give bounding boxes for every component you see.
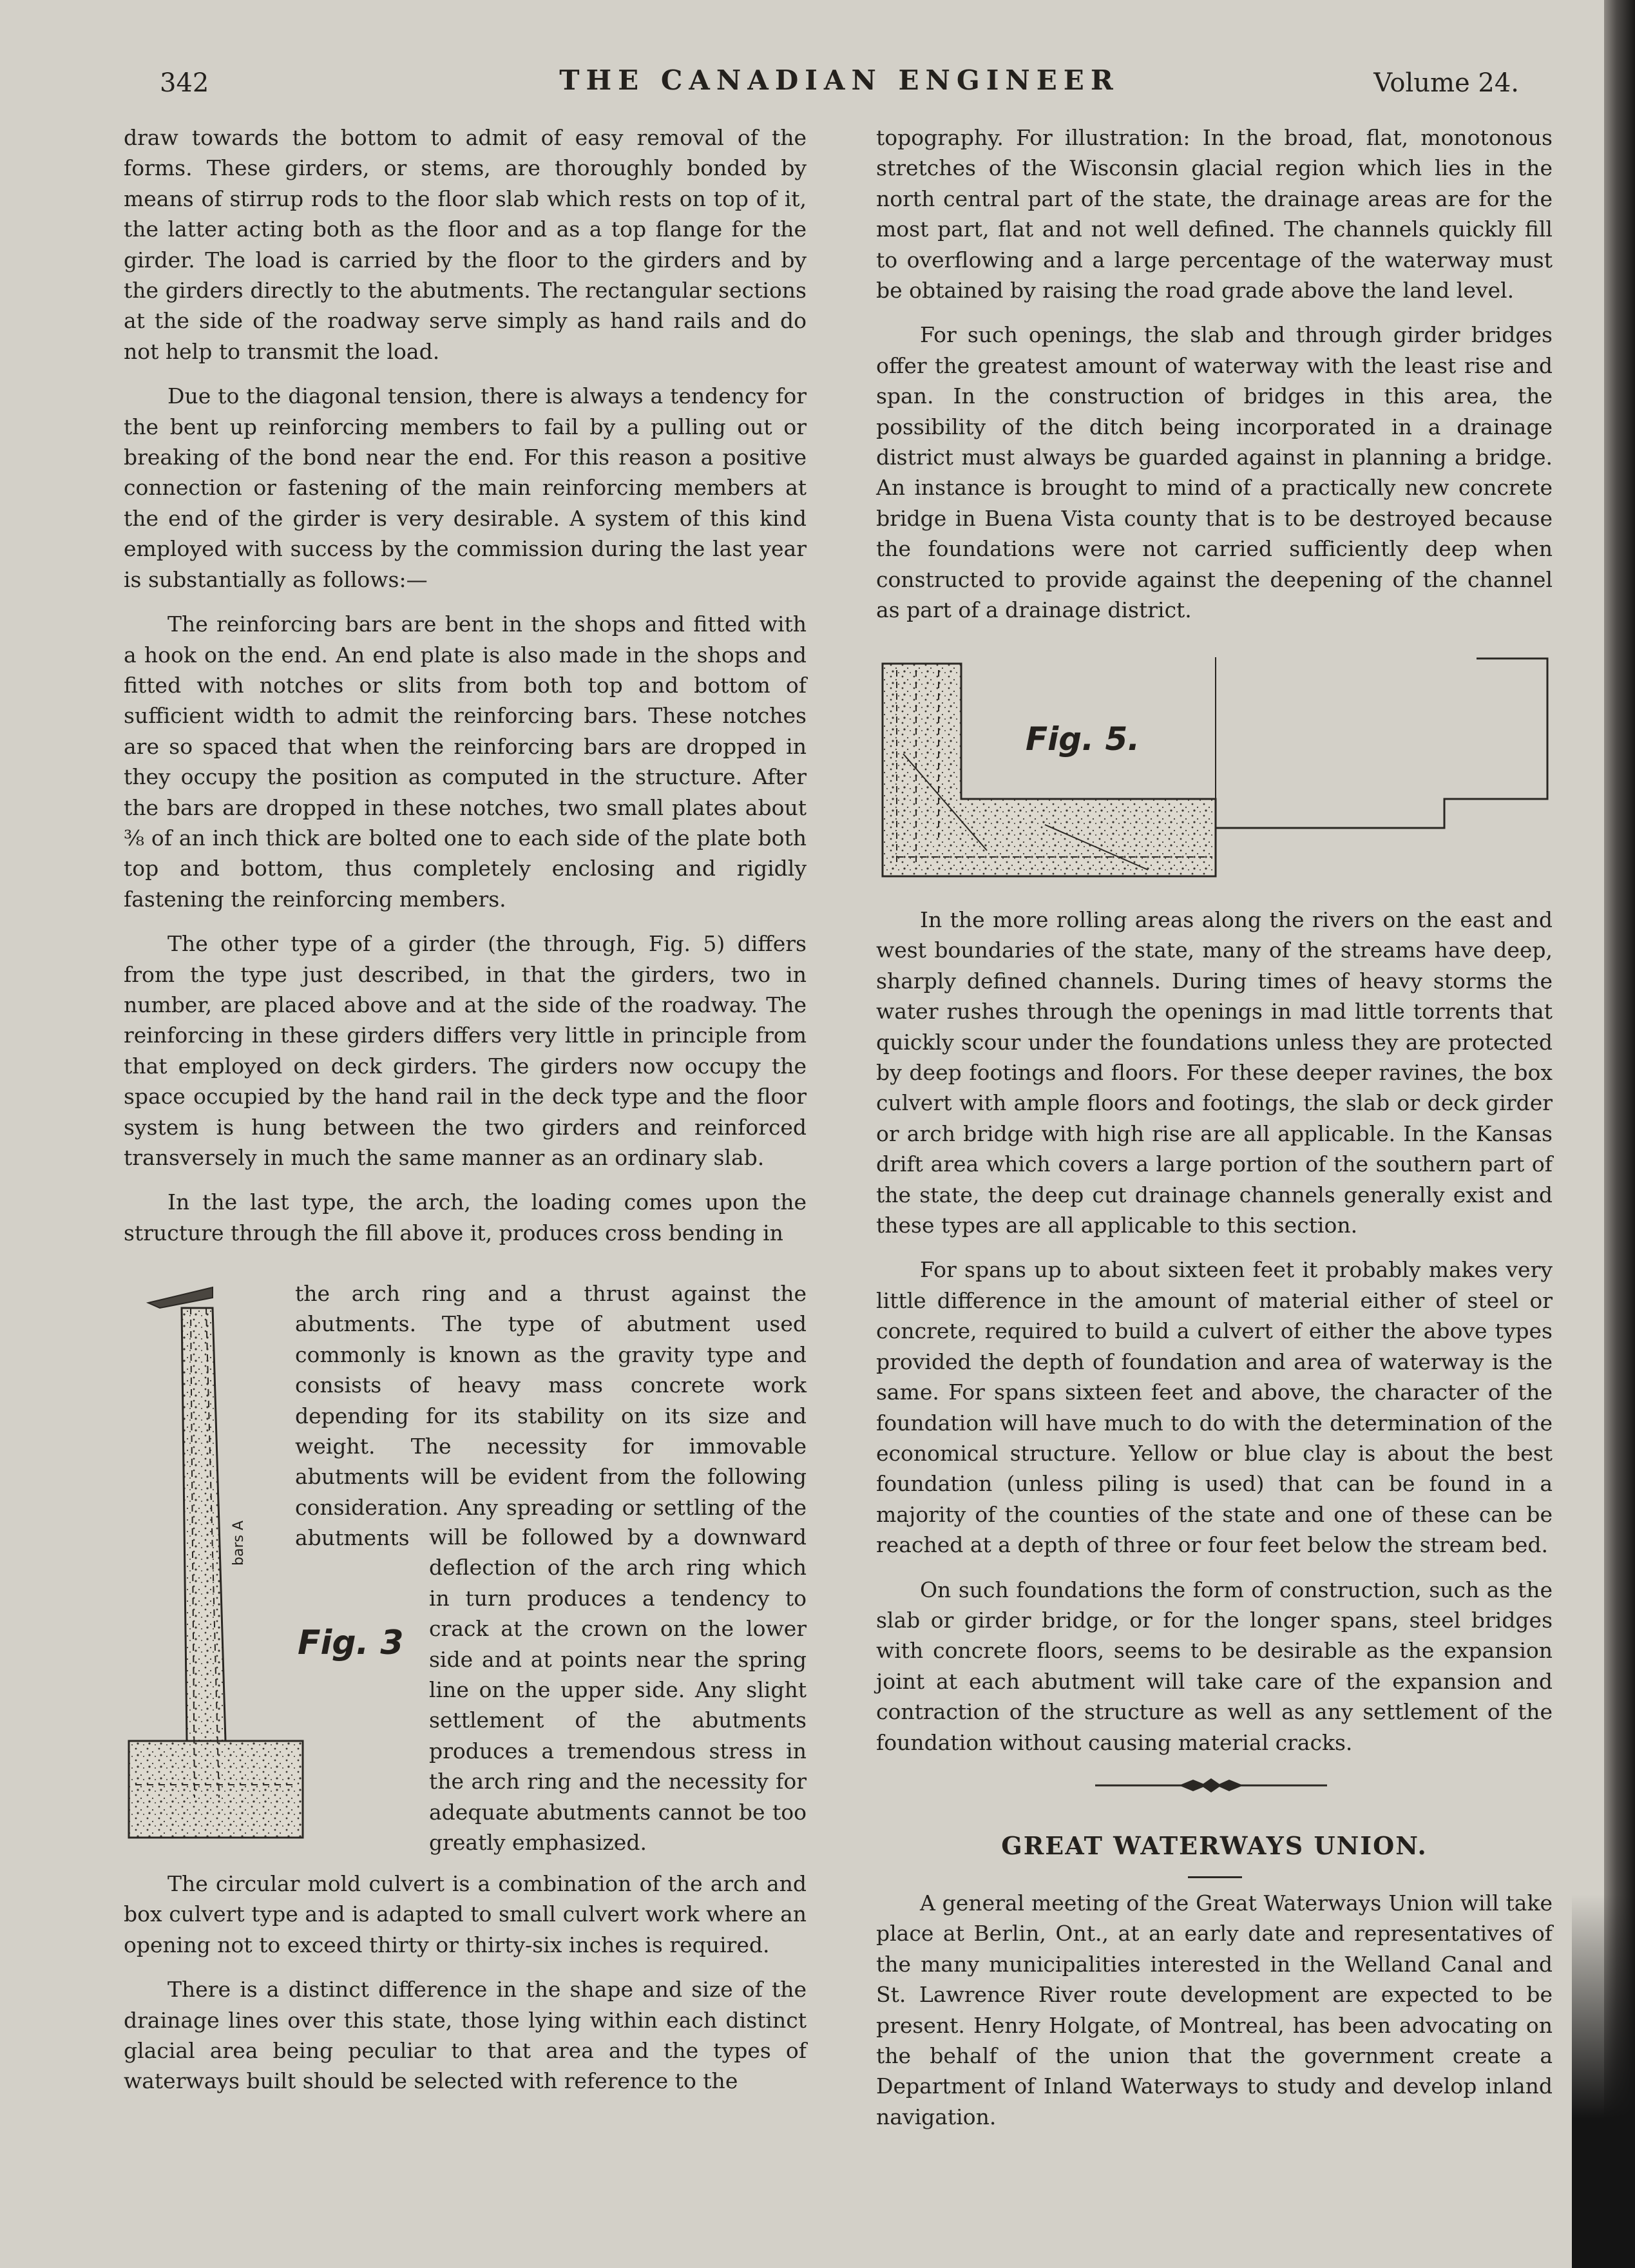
section-divider-ornament	[1095, 1776, 1327, 1795]
paragraph: In the last type, the arch, the loading comes upon the structure through the fill above it, produces cross bending in	[124, 1189, 807, 1245]
great-waterways-section	[876, 1888, 1553, 2146]
paragraph: topography. For illustration: In the broad, flat, monotonous stretches of the Wisconsin glacial region which lies in the north central part of the state, the drainage areas are for the most part, flat and not well defined. The channels quickly fill to overflowing and a large percentage of the waterway must be obtained by raising the road grade above the land level.	[876, 125, 1553, 303]
fig5-label: Fig. 5.	[1026, 720, 1140, 758]
paragraph: The reinforcing bars are bent in the shops and fitted with a hook on the end. An end plate is also made in the shops and fitted with notches or slits from both top and bottom of sufficient width to admit the reinforcing bars. These notches are so spaced that when the reinforcing bars are dropped in they occupy the position as computed in the structure. After the bars are dropped in these notches, two small plates about ⅜ of an inch thick are bolted one to each side of the plate both top and bottom, thus completely enclosing and rigidly fastening the reinforcing members.	[124, 611, 807, 912]
paragraph: There is a distinct difference in the shape and size of the drainage lines over this state, those lying within each distinct glacial area being peculiar to that area and the types of waterways built should be selected with reference to the	[124, 1977, 807, 2094]
right-column-after-figure	[876, 905, 1553, 1772]
volume-label: Volume 24.	[1373, 68, 1519, 98]
figure-3-abutment	[122, 1282, 404, 1849]
paragraph: A general meeting of the Great Waterways Union will take place at Berlin, Ont., at an early date and representatives of the many municipalities interested in the Welland Canal and St. Lawrence River route development are expected to be present. Henry Holgate, of Montreal, has been advocating on the behalf of the union that the government create a Department of Inland Waterways to study and develop inland navigation.	[876, 1890, 1553, 2129]
section-title: GREAT WATERWAYS UNION.	[1001, 1831, 1428, 1860]
page-shadow	[1572, 1894, 1635, 2268]
right-column	[876, 122, 1553, 640]
page-number: 342	[160, 68, 209, 98]
fig3-annotation-bars-a: bars A	[231, 1521, 247, 1566]
left-column-after-figure	[124, 1869, 807, 2111]
page-header	[160, 64, 1519, 103]
fig5-drawing	[877, 651, 1554, 883]
paragraph: Due to the diagonal tension, there is always a tendency for the bent up reinforcing members to fail by a pulling out or breaking of the bond near the end. For this reason a positive connection or fastening of the main reinforcing members at the end of the girder is very desirable. A system of this kind employed with success by the commission during the last year is substantially as follows:—	[124, 383, 807, 592]
left-column	[124, 122, 807, 1248]
paragraph: For such openings, the slab and through girder bridges offer the greatest amount of waterway with the least rise and span. In the construction of bridges in this area, the possibility of the ditch being incorporated in a drainage district must always be guarded against in planning a bridge. An instance is brought to mind of a practically new concrete bridge in Buena Vista county that is to be destroyed because the foundations were not carried sufficiently deep when constructed to provide against the deepening of the channel as part of a drainage district.	[876, 322, 1553, 623]
fig3-label: Fig. 3	[298, 1624, 404, 1662]
title-rule	[1188, 1876, 1242, 1878]
paragraph: The other type of a girder (the through, Fig. 5) differs from the type just described, in that the girders, two in number, are placed above and at the side of the roadway. The reinforcing in these girders differs very little in principle from that employed on deck girders. The girders now occupy the space occupied by the hand rail in the deck type and the floor system is hung between the two girders and reinforced transversely in much the same manner as an ordinary slab.	[124, 931, 807, 1170]
figure-5-through-girder	[877, 651, 1554, 883]
journal-title: THE CANADIAN ENGINEER	[559, 64, 1120, 96]
paragraph: On such foundations the form of construction, such as the slab or girder bridge, or for the longer spans, steel bridges with concrete floors, seems to be desirable as the expansion joint at each abutment will take care of the expansion and contraction of the structure as well as any settlement of the foundation without causing material cracks.	[876, 1577, 1553, 1755]
fig3-wrap-text-bottom: will be followed by a downward deflection of the arch ring which in turn produces a tendency to crack at the crown on the lower side and at points near the spring line on the upper side. Any slight settlement of the abutments produces a tremendous stress in the arch ring and the necessity for adequate abutments cannot be too greatly emphasized.	[429, 1524, 807, 1856]
paragraph: draw towards the bottom to admit of easy removal of the forms. These girders, or stems, are thoroughly bonded by means of stirrup rods to the floor slab which rests on top of it, the latter acting both as the floor and as a top flange for the girder. The load is carried by the floor to the girders and by the girders directly to the abutments. The rectangular sections at the side of the roadway serve simply as hand rails and do not help to transmit the load.	[124, 125, 807, 364]
fig3-wrap-text-top: the arch ring and a thrust against the abutments. The type of abutment used commonly is known as the gravity type and consists of heavy mass concrete work depending for its stability on its size and weight. The necessity for immovable abutments will be evident from the following consideration. Any spreading or settling of the abutments	[295, 1281, 807, 1551]
paragraph: The circular mold culvert is a combination of the arch and box culvert type and is adapted to small culvert work where an opening not to exceed thirty or thirty-six inches is required.	[124, 1871, 807, 1957]
paragraph: For spans up to about sixteen feet it probably makes very little difference in the amount of material either of steel or concrete, required to build a culvert of either the above types provided the depth of foundation and area of waterway is the same. For spans sixteen feet and above, the character of the foundation will have much to do with the determination of the economical structure. Yellow or blue clay is about the best foundation (unless piling is used) that can be found in a majority of the counties of the state and one of these can be reached at a depth of three or four feet below the stream bed.	[876, 1257, 1553, 1558]
fig3-drawing	[122, 1282, 309, 1849]
paragraph: In the more rolling areas along the rivers on the east and west boundaries of the state, many of the streams have deep, sharply defined channels. During times of heavy storms the water rushes through the openings in mad little torrents that quickly scour under the foundations unless they are protected by deep footings and floors. For these deeper ravines, the box culvert with ample floors and footings, the slab or deck girder or arch bridge with high rise are all applicable. In the Kansas drift area which covers a large portion of the southern part of the state, the deep cut drainage channels generally exist and these types are all applicable to this section.	[876, 907, 1553, 1238]
